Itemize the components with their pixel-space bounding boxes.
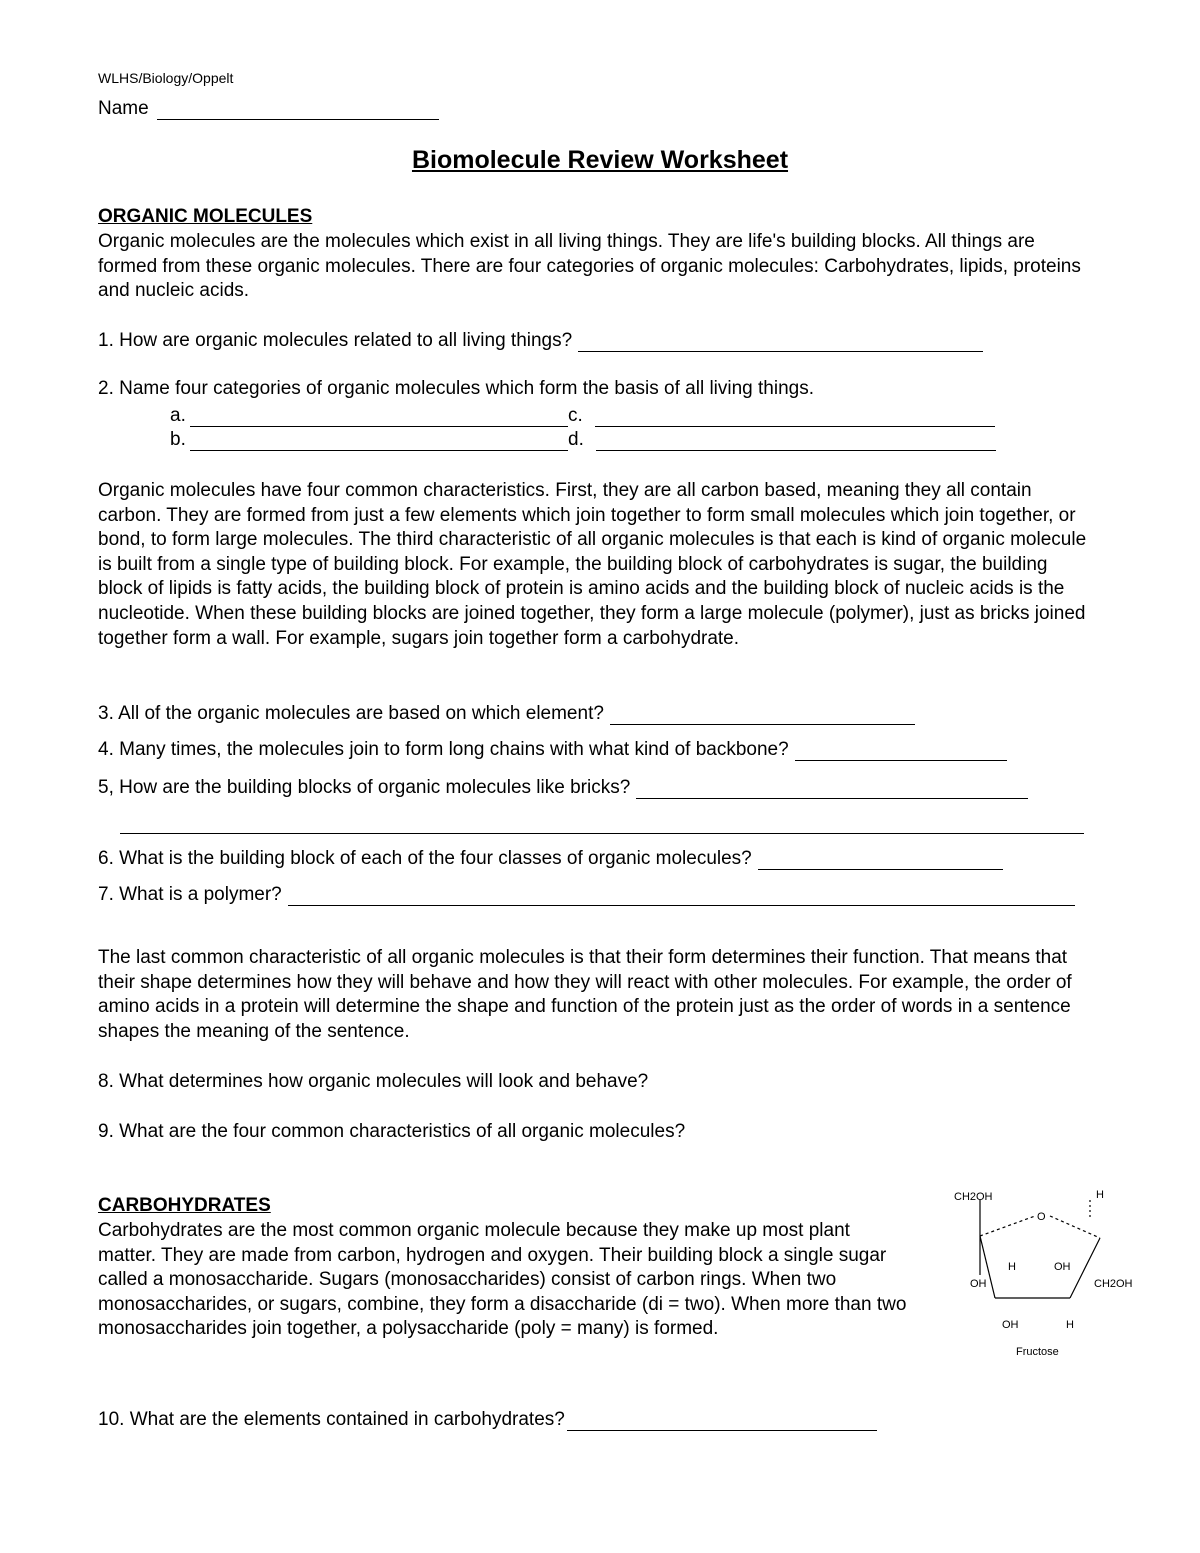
- answer-2d-blank[interactable]: [596, 432, 996, 451]
- answer-2a: [170, 405, 568, 427]
- answer-2d: [568, 429, 996, 451]
- option-d-label: d.: [568, 429, 584, 450]
- question-8-text: 8. What determines how organic molecules will look and behave?: [98, 1071, 649, 1092]
- question-5-text: 5, How are the building blocks of organic molecules like bricks?: [98, 777, 631, 798]
- course-header: WLHS/Biology/Oppelt: [98, 70, 234, 86]
- question-3: [98, 703, 915, 725]
- label-bottom-h: H: [1066, 1319, 1074, 1331]
- diagram-caption: Fructose: [1016, 1346, 1059, 1358]
- label-left-oh: OH: [970, 1278, 987, 1290]
- answer-2b: [170, 429, 568, 451]
- question-1-text: 1. How are organic molecules related to all living things?: [98, 330, 573, 351]
- question-6-text: 6. What is the building block of each of the four classes of organic molecules?: [98, 848, 752, 869]
- question-2: [98, 378, 814, 400]
- answer-5-blank[interactable]: [636, 780, 1028, 799]
- label-ring-o: O: [1037, 1211, 1046, 1223]
- question-9: [98, 1121, 685, 1143]
- label-bottom-oh: OH: [1002, 1319, 1019, 1331]
- name-label: Name: [98, 98, 149, 119]
- question-10-text: 10. What are the elements contained in carbohydrates?: [98, 1409, 565, 1430]
- label-inner-h: H: [1008, 1261, 1016, 1273]
- answer-7-blank[interactable]: [288, 887, 1075, 906]
- ring-bond-top-left: [980, 1216, 1035, 1236]
- label-top-right: H: [1096, 1189, 1104, 1201]
- fructose-structure-diagram: [940, 1180, 1140, 1365]
- organic-intro: Organic molecules are the molecules which exist in all living things. They are life's building blocks. All things are formed from these organic molecules. There are four categories of organic molecules: Carbohydrates, lipids, proteins and nucleic acids.: [98, 231, 1081, 302]
- question-2-text: 2. Name four categories of organic molecules which form the basis of all living things.: [98, 378, 815, 399]
- answer-2c-blank[interactable]: [595, 408, 995, 427]
- answer-1-blank[interactable]: [578, 333, 983, 352]
- answer-5-blank-line-2[interactable]: [120, 833, 1084, 834]
- answer-2a-blank[interactable]: [190, 408, 568, 427]
- answer-2c: [568, 405, 995, 427]
- question-6: [98, 848, 1003, 870]
- question-7-text: 7. What is a polymer?: [98, 884, 282, 905]
- name-field: [98, 98, 439, 120]
- characteristics-paragraph: Organic molecules have four common characteristics. First, they are all carbon based, meaning they all contain carbon. They are formed from just a few elements which join together to form small molecules which join together, or bond, to form large molecules. The third characteristic of all organic molecules is that each is kind of organic molecule is built from a single type of building block. For example, the building block of carbohydrates is sugar, the building block of lipids is fatty acids, the building block of protein is amino acids and the building block of nucleic acids is the nucleotide. When these building blocks are joined together, they form a large molecule (polymer), just as bricks joined together form a wall. For example, sugars join together form a carbohydrate.: [98, 480, 1087, 649]
- option-b-label: b.: [170, 429, 186, 450]
- label-inner-oh: OH: [1054, 1261, 1071, 1273]
- label-right-ch2oh: CH2OH: [1094, 1278, 1133, 1290]
- question-10: [98, 1409, 877, 1431]
- question-9-text: 9. What are the four common characteristics of all organic molecules?: [98, 1121, 686, 1142]
- organic-heading: ORGANIC MOLECULES: [98, 206, 313, 227]
- question-1: [98, 330, 983, 352]
- question-4-text: 4. Many times, the molecules join to form long chains with what kind of backbone?: [98, 739, 789, 760]
- question-8: [98, 1071, 648, 1093]
- page-title: [0, 146, 1200, 175]
- label-top-left: CH2OH: [954, 1191, 993, 1203]
- answer-3-blank[interactable]: [610, 706, 915, 725]
- answer-2b-blank[interactable]: [190, 432, 568, 451]
- ring-bond-top-right: [1050, 1216, 1100, 1238]
- carbohydrates-intro: Carbohydrates are the most common organic molecule because they make up most plant matter. They are made from carbon, hydrogen and oxygen. Their building block a single sugar called a monosaccharide. Sugars (monosaccharides) consist of carbon rings. When two monosaccharides, or sugars, combine, they form a disaccharide (di = two). When more than two monosaccharides join together, a polysaccharide (poly = many) is formed.: [98, 1220, 907, 1340]
- question-7: [98, 884, 1075, 906]
- name-blank[interactable]: [157, 101, 439, 120]
- answer-4-blank[interactable]: [795, 742, 1007, 761]
- option-a-label: a.: [170, 405, 186, 426]
- question-3-text: 3. All of the organic molecules are based on which element?: [98, 703, 604, 724]
- question-4: [98, 739, 1007, 761]
- answer-6-blank[interactable]: [758, 851, 1003, 870]
- last-characteristic-paragraph: The last common characteristic of all organic molecules is that their form determines their function. That means that their shape determines how they will behave and how they will react with other molecules. For example, the order of amino acids in a protein will determine the shape and function of the protein just as the order of words in a sentence shapes the meaning of the sentence.: [98, 947, 1072, 1042]
- carbohydrates-heading: CARBOHYDRATES: [98, 1195, 271, 1216]
- page-title-text: Biomolecule Review Worksheet: [411, 146, 789, 174]
- answer-10-blank[interactable]: [567, 1412, 877, 1431]
- option-c-label: c.: [568, 405, 583, 426]
- question-5: [98, 777, 1028, 799]
